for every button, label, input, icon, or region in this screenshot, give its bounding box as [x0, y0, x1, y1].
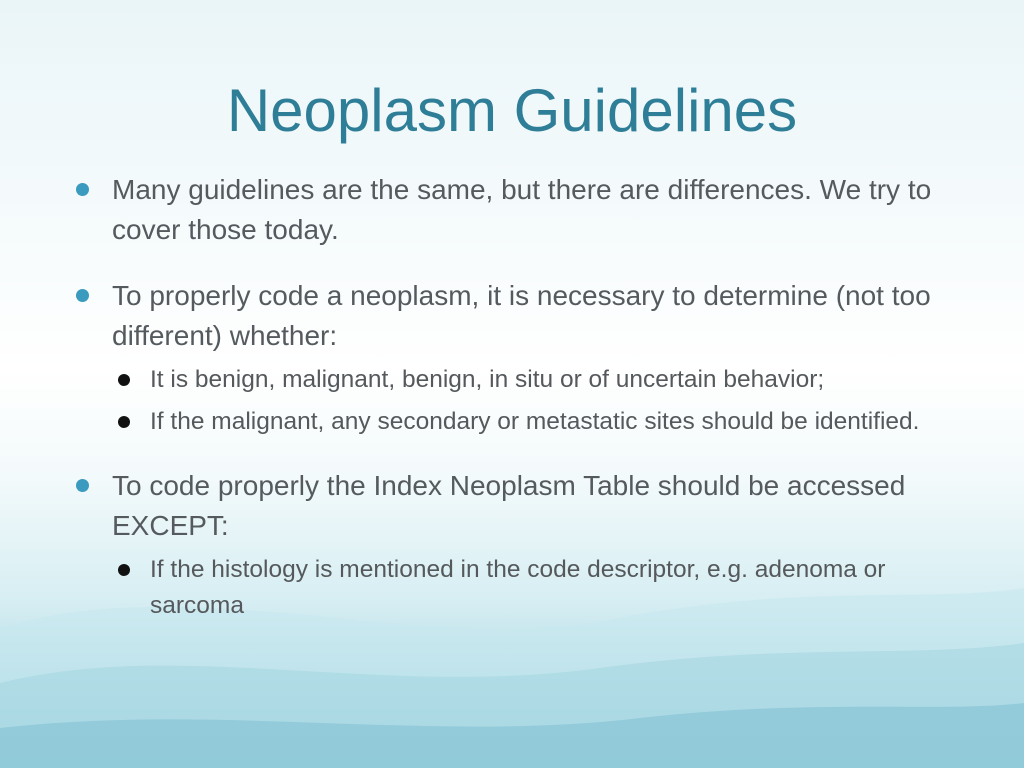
- sub-bullet-dot-icon: [118, 416, 130, 428]
- sub-bullet-item: [112, 552, 976, 624]
- sub-bullet-list: [112, 362, 976, 440]
- bullet-item: [76, 466, 976, 624]
- bullet-text: Many guidelines are the same, but there are differences. We try to cover those today.: [112, 174, 932, 245]
- sub-bullet-item: [112, 362, 976, 398]
- bullet-text: To code properly the Index Neoplasm Table should be accessed EXCEPT:: [112, 470, 906, 541]
- bullet-item: [76, 170, 976, 250]
- bullet-item: [76, 276, 976, 440]
- sub-bullet-item: [112, 404, 976, 440]
- sub-bullet-text: It is benign, malignant, benign, in situ or of uncertain behavior;: [150, 366, 825, 393]
- slide-body: [76, 170, 976, 650]
- sub-bullet-text: If the malignant, any secondary or metastatic sites should be identified.: [150, 408, 920, 435]
- sub-bullet-dot-icon: [118, 374, 130, 386]
- slide-title: Neoplasm Guidelines: [226, 77, 798, 144]
- sub-bullet-list: [112, 552, 976, 624]
- sub-bullet-text: If the histology is mentioned in the code descriptor, e.g. adenoma or sarcoma: [150, 556, 886, 619]
- bullet-dot-icon: [76, 289, 89, 302]
- sub-bullet-dot-icon: [118, 564, 130, 576]
- bullet-text: To properly code a neoplasm, it is necessary to determine (not too different) whether:: [112, 280, 931, 351]
- bullet-dot-icon: [76, 479, 89, 492]
- bullet-dot-icon: [76, 183, 89, 196]
